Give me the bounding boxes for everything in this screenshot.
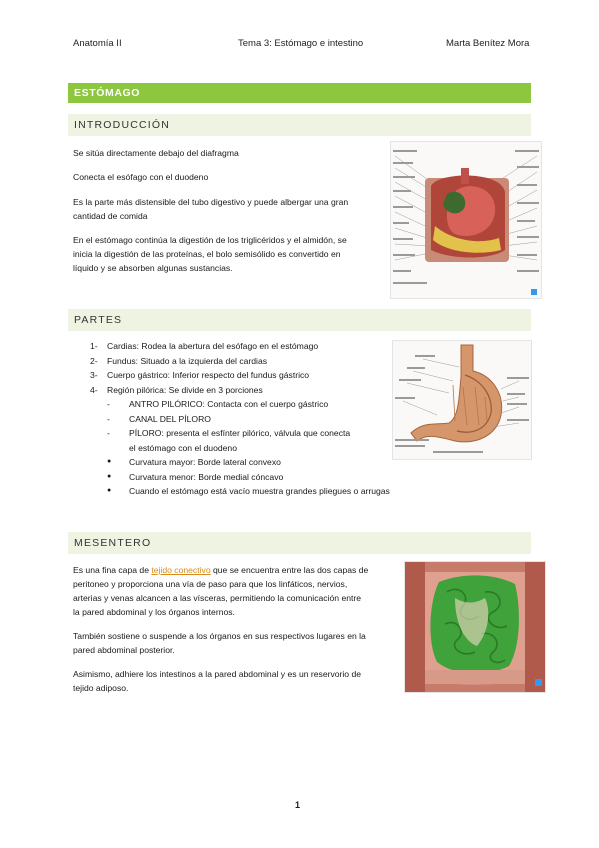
page-number: 1 <box>295 800 301 810</box>
section-title-bar: ESTÓMAGO <box>68 83 531 103</box>
mesentero-heading: MESENTERO <box>68 532 531 554</box>
partes-sublist <box>107 397 390 499</box>
mesentero-p1-line3: arterias y venas alcancen a las vísceras, permitiendo la comunicación entre <box>73 593 362 603</box>
header-author: Marta Benítez Mora <box>446 38 530 49</box>
stomach-illustration <box>390 141 542 299</box>
intro-p4-line2: inicia la digestión de las proteínas, el bolo semisólido es convertido en <box>73 249 341 259</box>
list-text: Cuerpo gástrico: Inferior respecto del fundus gástrico <box>107 370 310 380</box>
list-item <box>90 339 318 354</box>
list-text: ANTRO PILÓRICO: Contacta con el cuerpo gástrico <box>129 399 329 409</box>
list-dash: - <box>107 428 110 438</box>
list-item <box>107 412 390 427</box>
list-item <box>107 426 390 441</box>
list-item <box>107 397 390 412</box>
list-number: 4- <box>90 384 98 395</box>
bullet-icon: ● <box>107 472 112 480</box>
list-item <box>90 383 318 398</box>
list-text: PÍLORO: presenta el esfínter pilórico, válvula que conecta <box>129 428 351 438</box>
list-text: CANAL DEL PÍLORO <box>129 413 211 424</box>
list-text: Cardias: Rodea la abertura del esófago en el estómago <box>107 341 319 351</box>
list-item <box>90 368 318 383</box>
partes-list <box>90 339 318 397</box>
mesentero-p2-line2: pared abdominal posterior. <box>73 645 175 655</box>
intro-p3-line2: cantidad de comida <box>73 211 148 221</box>
header-subject: Anatomía II <box>73 38 122 49</box>
list-dash <box>107 441 129 456</box>
list-dash: - <box>107 413 110 424</box>
mesentery-illustration <box>404 561 546 693</box>
list-text: Región pilórica: Se divide en 3 porciones <box>107 384 263 395</box>
list-text: Cuando el estómago está vacío muestra grandes pliegues o arrugas <box>129 486 390 496</box>
intro-p2: Conecta el esófago con el duodeno <box>73 172 209 182</box>
header-topic: Tema 3: Estómago e intestino <box>238 38 364 49</box>
list-text: Curvatura mayor: Borde lateral convexo <box>129 457 281 467</box>
bullet-icon: ● <box>107 458 112 465</box>
bullet-icon: ● <box>107 487 112 494</box>
mesentero-p2-line1: También sostiene o suspende a los órganos en sus respectivos lugares en la <box>73 631 366 641</box>
list-number: 2- <box>90 355 98 366</box>
list-item <box>90 354 318 369</box>
mesentero-p3-line1: Asimismo, adhiere los intestinos a la pared abdominal y es un reservorio de <box>73 669 362 679</box>
list-item <box>107 441 390 456</box>
list-text: Curvatura menor: Borde medial cóncavo <box>129 471 284 482</box>
list-item <box>107 484 390 499</box>
intro-p4-line1: En el estómago continúa la digestión de los triglicéridos y el almidón, se <box>73 235 347 245</box>
mesentero-text: Es una fina capa de <box>73 565 152 575</box>
list-text: Fundus: Situado a la izquierda del cardias <box>107 355 268 366</box>
list-number: 1- <box>90 341 98 351</box>
intro-p4-line3: líquido y se absorben algunas sustancias. <box>73 263 233 273</box>
tejido-conectivo-link[interactable]: tejido conectivo <box>151 565 211 575</box>
intro-p1: Se sitúa directamente debajo del diafragma <box>73 148 239 158</box>
list-item <box>107 455 390 470</box>
mesentero-p3-line2: tejido adiposo. <box>73 683 129 693</box>
list-dash: - <box>107 399 110 409</box>
partes-heading: PARTES <box>68 309 531 331</box>
list-text: el estómago con el duodeno <box>129 442 237 453</box>
intro-heading: INTRODUCCIÓN <box>68 114 531 136</box>
intro-p3-line1: Es la parte más distensible del tubo digestivo y puede albergar una gran <box>73 197 349 207</box>
mesentero-text: que se encuentra entre las dos capas de <box>210 565 369 575</box>
list-number: 3- <box>90 370 98 380</box>
stomach-parts-illustration <box>392 340 532 460</box>
mesentero-p1-line2: peritoneo y proporciona una vía de paso para que los linfáticos, nervios, <box>73 579 348 589</box>
mesentero-p1-line4: la pared abdominal y los órganos internos. <box>73 607 235 617</box>
mesentero-p1-line1 <box>73 563 368 578</box>
list-item <box>107 470 390 485</box>
